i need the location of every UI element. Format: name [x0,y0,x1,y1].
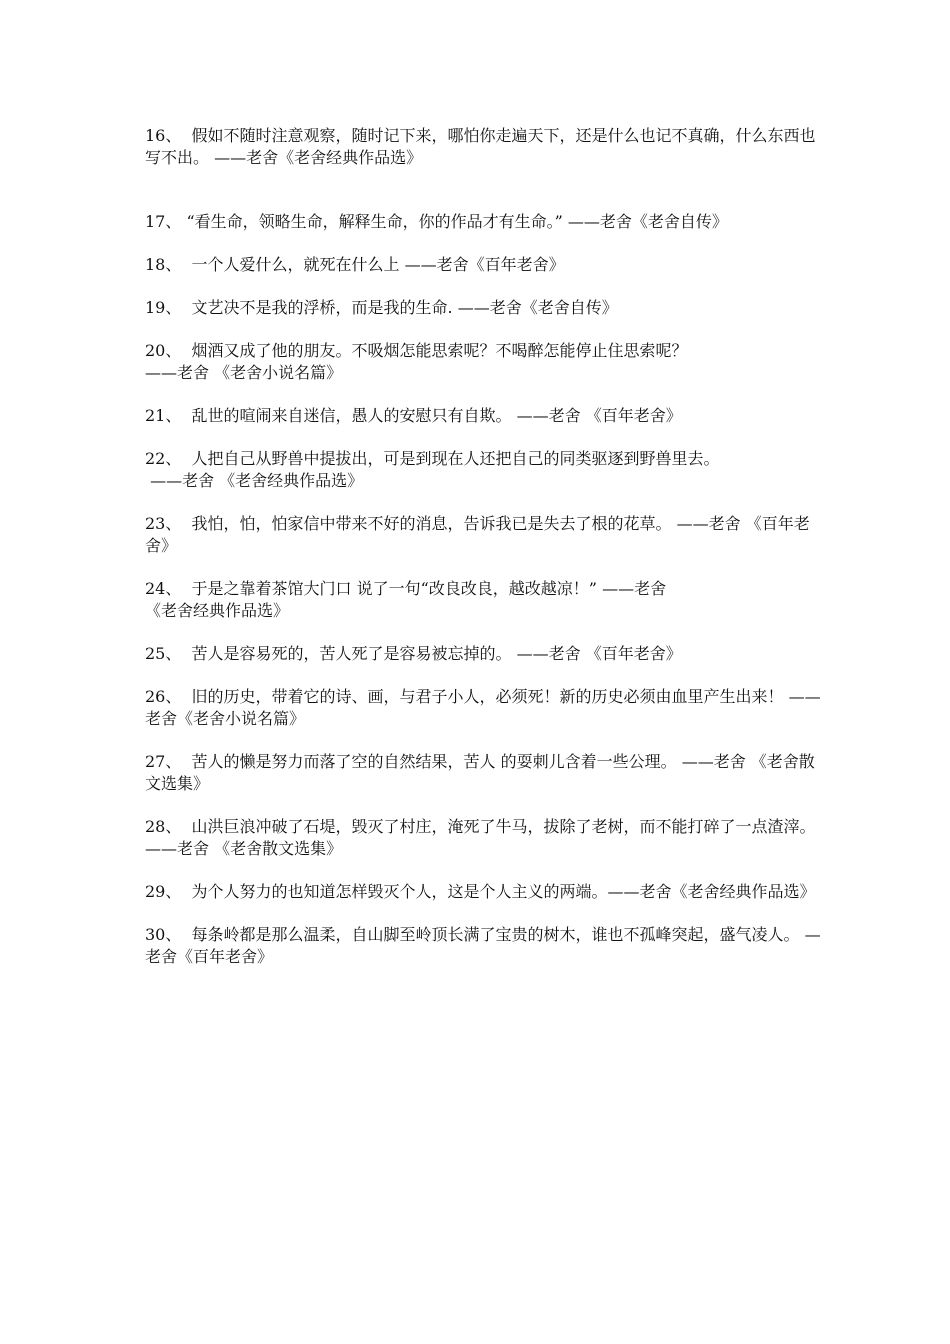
quote-22: 22、 人把自己从野兽中提拔出，可是到现在人还把自己的同类驱逐到野兽里去。 ——老舍 《老舍经典作品选》 [145,449,720,490]
quote-26: 26、 旧的历史，带着它的诗、画，与君子小人，必须死！新的历史必须由血里产生出来！ ——老舍《老舍小说名篇》 [145,687,821,728]
quote-27: 27、 苦人的懒是努力而落了空的自然结果，苦人 的耍刺儿含着一些公理。 ——老舍 《老舍散文选集》 [145,752,815,793]
quote-28: 28、 山洪巨浪冲破了石堤，毁灭了村庄，淹死了牛马，拔除了老树，而不能打碎了一点渣滓。 ——老舍 《老舍散文选集》 [145,817,821,858]
quote-23: 23、 我怕，怕，怕家信中带来不好的消息，告诉我已是失去了根的花草。 ——老舍 《百年老舍》 [145,514,810,555]
quote-20: 20、 烟酒又成了他的朋友。不吸烟怎能思索呢？不喝醉怎能停止住思索呢？ ——老舍 《老舍小说名篇》 [145,341,688,382]
quote-19: 19、 文艺决不是我的浮桥，而是我的生命. ——老舍《老舍自传》 [145,298,618,317]
quote-18: 18、 一个人爱什么，就死在什么上 ——老舍《百年老舍》 [145,255,565,274]
quote-16: 16、 假如不随时注意观察，随时记下来，哪怕你走遍天下，还是什么也记不真确，什么东西也写不出。 ——老舍《老舍经典作品选》 [145,126,816,167]
quote-25: 25、 苦人是容易死的，苦人死了是容易被忘掉的。 ——老舍 《百年老舍》 [145,644,682,663]
quote-24: 24、 于是之靠着茶馆大门口 说了一句“改良改良，越改越凉！” ——老舍 《老舍经典作品选》 [145,579,667,620]
quote-30: 30、 每条岭都是那么温柔，自山脚至岭顶长满了宝贵的树木，谁也不孤峰突起，盛气凌人。 —老舍《百年老舍》 [145,925,821,966]
quote-17: 17、 “看生命，领略生命，解释生命，你的作品才有生命。” ——老舍《老舍自传》 [145,212,728,231]
quote-29: 29、 为个人努力的也知道怎样毁灭个人，这是个人主义的两端。——老舍《老舍经典作品选》 [145,882,816,901]
quote-21: 21、 乱世的喧闹来自迷信，愚人的安慰只有自欺。 ——老舍 《百年老舍》 [145,406,682,425]
quote-list [145,125,825,968]
